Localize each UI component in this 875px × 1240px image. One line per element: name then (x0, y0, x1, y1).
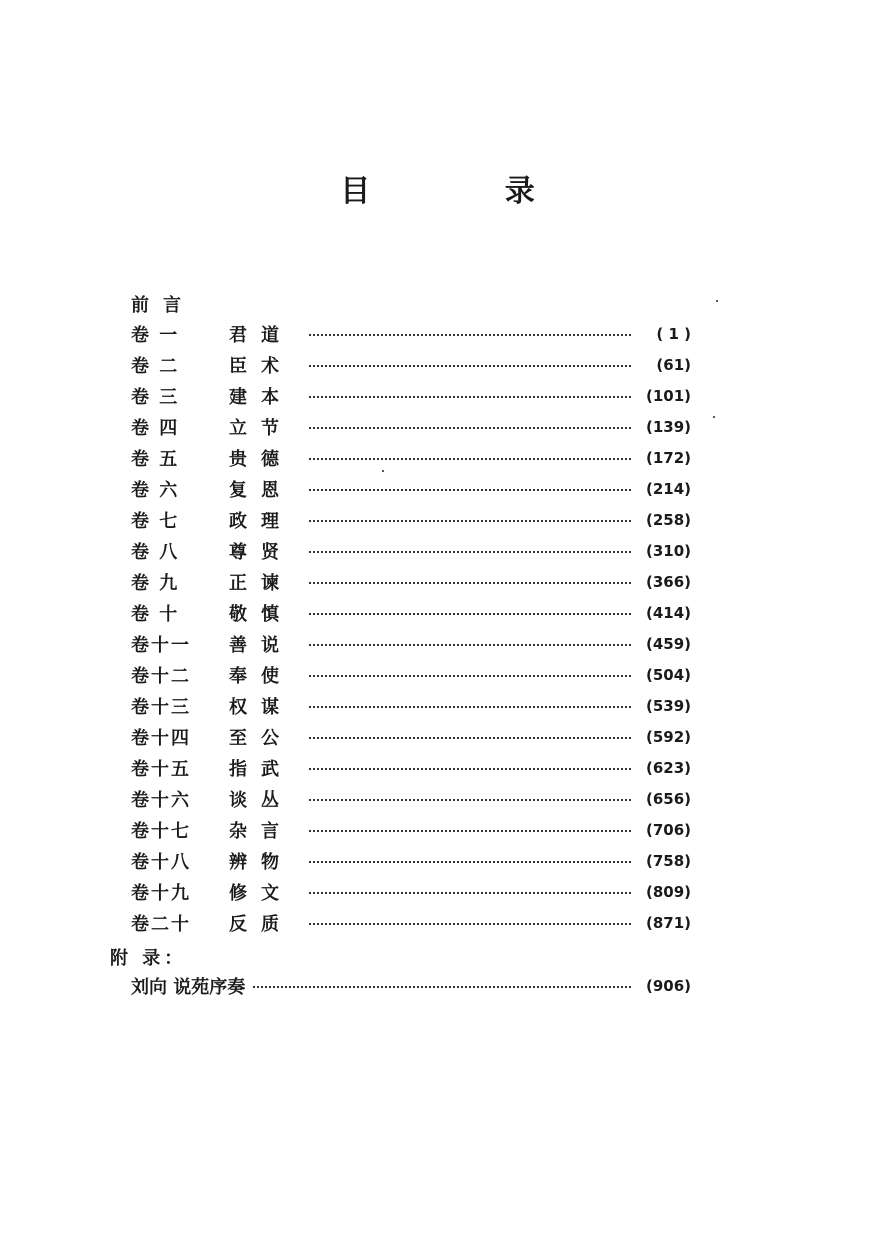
toc-volume: 卷十二 (131, 665, 191, 687)
scan-speck (713, 416, 715, 418)
toc-chapter: 君道 (229, 324, 293, 346)
toc-volume: 卷 六 (131, 479, 180, 501)
toc-page: (758) (645, 851, 691, 870)
dot-leader (309, 427, 631, 429)
toc-entry[interactable] (131, 442, 691, 473)
toc-volume: 卷 八 (131, 541, 180, 563)
toc-page: (414) (645, 603, 691, 622)
toc-page: (656) (645, 789, 691, 808)
toc-chapter: 杂言 (229, 820, 293, 842)
toc-volume: 卷 五 (131, 448, 180, 470)
toc-page: (61) (656, 355, 691, 374)
toc-page: (592) (645, 727, 691, 746)
dot-leader (309, 768, 631, 770)
toc-entry[interactable] (131, 876, 691, 907)
dot-leader (309, 644, 631, 646)
toc-volume: 卷 一 (131, 324, 180, 346)
toc-page: (101) (645, 386, 691, 405)
dot-leader (309, 396, 631, 398)
toc-chapter: 贵德 (229, 448, 293, 470)
dot-leader (309, 489, 631, 491)
toc-page: (139) (645, 417, 691, 436)
toc-page: (258) (645, 510, 691, 529)
scan-speck (382, 470, 384, 472)
toc-volume: 卷十九 (131, 882, 191, 904)
toc-page: (809) (645, 882, 691, 901)
toc-chapter: 复恩 (229, 479, 293, 501)
toc-volume: 卷 七 (131, 510, 180, 532)
toc-chapter: 权谋 (229, 696, 293, 718)
toc-chapter: 指武 (229, 758, 293, 780)
toc-page: (366) (645, 572, 691, 591)
toc-page: (539) (645, 696, 691, 715)
toc-entry[interactable] (131, 659, 691, 690)
toc-chapter: 敬慎 (229, 603, 293, 625)
toc-volume: 卷十八 (131, 851, 191, 873)
toc-chapter: 辨物 (229, 851, 293, 873)
toc-entry[interactable] (131, 473, 691, 504)
toc-chapter: 修文 (229, 882, 293, 904)
toc-volume: 卷十四 (131, 727, 191, 749)
dot-leader (309, 830, 631, 832)
dot-leader (309, 892, 631, 894)
dot-leader (309, 520, 631, 522)
toc-entry[interactable] (131, 690, 691, 721)
toc-page: (459) (645, 634, 691, 653)
toc-chapter: 臣术 (229, 355, 293, 377)
toc-entry[interactable] (131, 318, 691, 349)
toc-chapter: 立节 (229, 417, 293, 439)
toc-entry[interactable] (131, 597, 691, 628)
toc-volume: 卷 十 (131, 603, 180, 625)
toc-volume: 卷二十 (131, 913, 191, 935)
toc-entry[interactable] (131, 721, 691, 752)
toc-page: (214) (645, 479, 691, 498)
dot-leader (309, 551, 631, 553)
toc-volume: 卷 三 (131, 386, 180, 408)
toc-chapter: 建本 (229, 386, 293, 408)
dot-leader (309, 737, 631, 739)
appendix-item-title: 刘向 说苑序奏 (131, 976, 246, 998)
dot-leader (309, 582, 631, 584)
toc-chapter: 谈丛 (229, 789, 293, 811)
toc-entry[interactable] (131, 845, 691, 876)
scan-speck (716, 300, 718, 302)
toc-entry[interactable] (131, 411, 691, 442)
toc-chapter: 奉使 (229, 665, 293, 687)
toc-entry[interactable] (131, 566, 691, 597)
toc-entry[interactable] (131, 504, 691, 535)
toc-volume: 卷十六 (131, 789, 191, 811)
toc-entry[interactable] (131, 752, 691, 783)
dot-leader (253, 986, 631, 988)
appendix-item-page: (906) (645, 976, 691, 995)
toc-chapter: 政理 (229, 510, 293, 532)
toc-volume: 卷 四 (131, 417, 180, 439)
toc-page: ( 1 ) (656, 324, 691, 343)
toc-chapter: 至公 (229, 727, 293, 749)
appendix-label: 附 录： (110, 948, 187, 969)
dot-leader (309, 861, 631, 863)
page-title: 目 录 (340, 174, 597, 209)
dot-leader (309, 458, 631, 460)
toc-volume: 卷十三 (131, 696, 191, 718)
toc-page: (172) (645, 448, 691, 467)
toc-entry[interactable] (131, 628, 691, 659)
toc-volume: 卷十七 (131, 820, 191, 842)
toc-page: (706) (645, 820, 691, 839)
dot-leader (309, 675, 631, 677)
toc-volume: 卷十一 (131, 634, 191, 656)
dot-leader (309, 613, 631, 615)
dot-leader (309, 923, 631, 925)
toc-page: (871) (645, 913, 691, 932)
toc-chapter: 正谏 (229, 572, 293, 594)
toc-page: (623) (645, 758, 691, 777)
dot-leader (309, 334, 631, 336)
toc-preface[interactable]: 前言 (131, 295, 195, 316)
toc-appendix-item[interactable] (131, 970, 691, 1001)
toc-chapter: 尊贤 (229, 541, 293, 563)
dot-leader (309, 706, 631, 708)
toc-volume: 卷 九 (131, 572, 180, 594)
dot-leader (309, 365, 631, 367)
toc-entry[interactable] (131, 907, 691, 938)
toc-volume: 卷十五 (131, 758, 191, 780)
toc-entry[interactable] (131, 783, 691, 814)
toc-entry[interactable] (131, 349, 691, 380)
toc-entry[interactable] (131, 814, 691, 845)
toc-volume: 卷 二 (131, 355, 180, 377)
toc-chapter: 善说 (229, 634, 293, 656)
dot-leader (309, 799, 631, 801)
toc-entry[interactable] (131, 380, 691, 411)
toc-entry[interactable] (131, 535, 691, 566)
toc-list (131, 318, 691, 938)
toc-page: (504) (645, 665, 691, 684)
toc-page: (310) (645, 541, 691, 560)
toc-chapter: 反质 (229, 913, 293, 935)
